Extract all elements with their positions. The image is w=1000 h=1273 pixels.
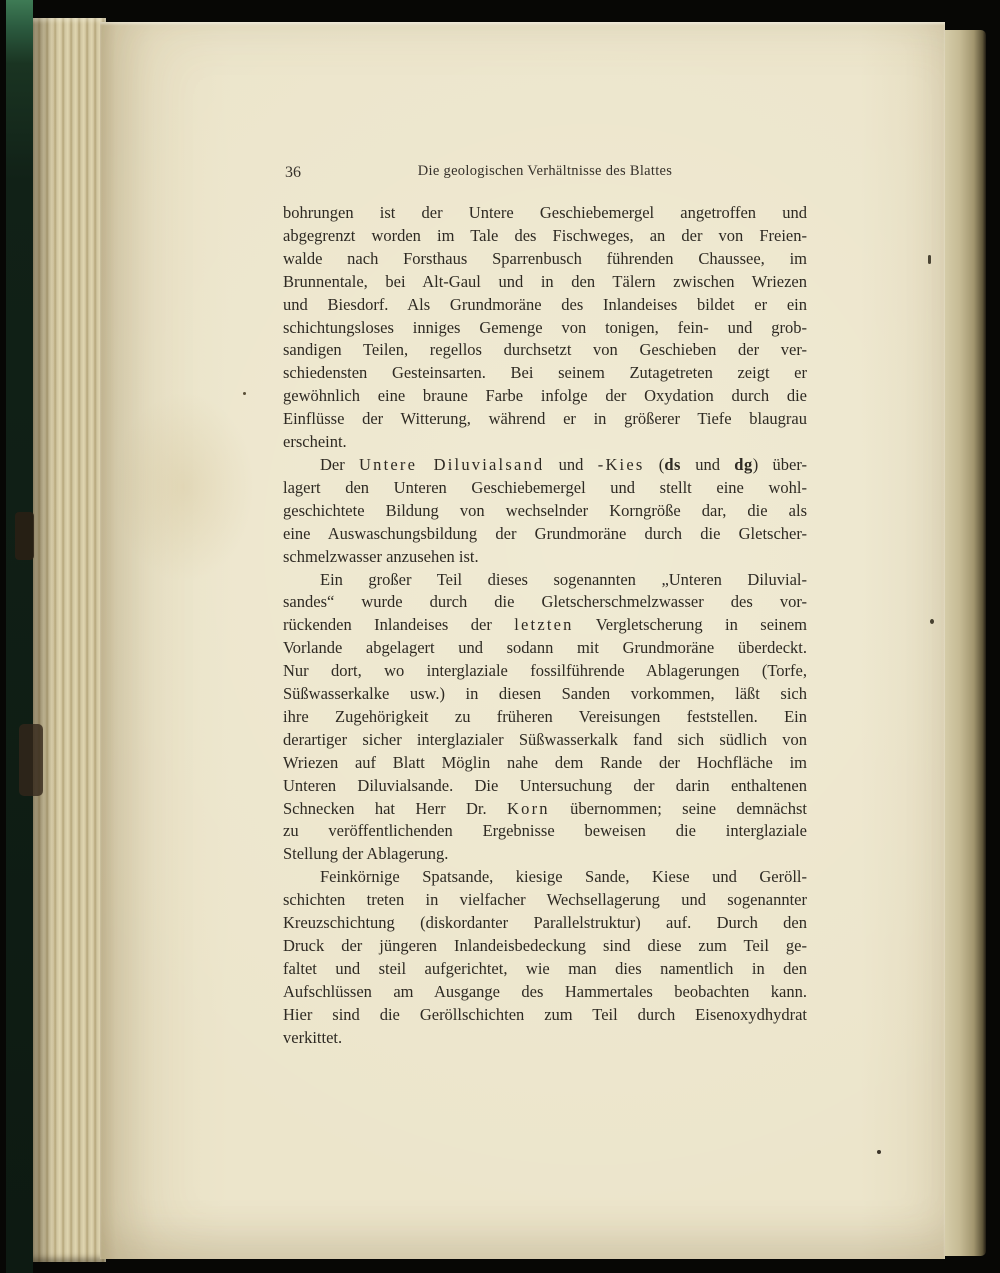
text-block [283,202,807,1050]
page-header [283,163,807,185]
page-stack-edges [28,18,106,1262]
text-line: bohrungen ist der Untere Geschiebemergel angetroffen und [283,203,807,222]
book-cover-edge [6,0,33,1273]
text-line: gewöhnlich eine braune Farbe infolge der Oxydation durch die [283,386,807,406]
text-line: Vorlande abgelagert und sodann mit Grundmoräne überdeckt. [283,638,807,658]
running-header: Die geologischen Verhältnisse des Blattes [417,163,673,179]
text-line: sandigen Teilen, regellos durchsetzt von Geschieben der ver- [283,340,807,360]
text-line: schichten treten in vielfacher Wechsellagerung und sogenannter [283,890,807,910]
paragraph [283,202,807,454]
text-line: Süßwasserkalke usw.) in diesen Sanden vorkommen, läßt sich [283,684,807,704]
text-line: und Biesdorf. Als Grundmoräne des Inlandeises bildet er ein [283,294,807,314]
text-line: Druck der jüngeren Inlandeisbedeckung sind diese zum Teil ge- [283,936,807,955]
paragraph [283,569,807,867]
text-line: abgegrenzt worden im Tale des Fischweges, an der von Freien- [283,225,807,245]
text-line: Schnecken hat Herr Dr. Korn übernommen; seine demnächst [283,798,808,818]
book-page [100,22,945,1259]
text-line: Feinkörnige Spatsande, kiesige Sande, Kiese und Geröll- [320,867,807,887]
text-line: Nur dort, wo interglaziale fossilführende Ablagerungen (Torfe, [283,661,807,681]
text-line: Einflüsse der Witterung, während er in größerer Tiefe blaugrau [283,409,807,429]
text-line: ihre Zugehörigkeit zu früheren Vereisungen feststellen. Ein [283,706,807,726]
text-line: walde nach Forsthaus Sparrenbusch führenden Chaussee, im [283,248,807,268]
text-line: Hier sind die Geröllschichten zum Teil durch Eisenoxydhydrat [283,1004,807,1024]
text-line: Ein großer Teil dieses sogenannten „Unteren Diluvial- [320,569,807,589]
text-line: Kreuzschichtung (diskordanter Parallelstruktur) auf. Durch den [283,913,807,933]
text-line: Unteren Diluvialsande. Die Untersuchung der darin enthaltenen [283,775,807,795]
page-number: 36 [285,164,301,181]
ink-speck [928,255,931,264]
paper-stain [114,392,254,582]
text-line: faltet und steil aufgerichtet, wie man dies namentlich in den [283,958,807,978]
text-line: geschichtete Bildung von wechselnder Korngröße dar, die als [283,500,807,520]
ink-speck [877,1150,881,1154]
ink-speck [243,392,246,395]
binding-stain [19,724,43,796]
text-line: schichtungsloses inniges Gemenge von tonigen, fein- und grob- [283,317,807,337]
paragraph [283,866,807,1049]
text-line: zu veröffentlichenden Ergebnisse beweisen die interglaziale [283,821,807,841]
text-line: Stellung der Ablagerung. [283,844,449,864]
binding-stain [15,512,34,560]
text-line: eine Auswaschungsbildung der Grundmoräne durch die Gletscher- [283,523,807,543]
text-line: schmelzwasser anzusehen ist. [283,546,479,566]
text-line: lagert den Unteren Geschiebemergel und stellt eine wohl- [283,477,807,497]
ink-speck [930,619,934,624]
underlying-page-edge [942,30,986,1256]
text-line: Aufschlüssen am Ausgange des Hammertales beobachten kann. [283,981,807,1001]
text-line: Brunnentale, bei Alt-Gaul und in den Tälern zwischen Wriezen [283,271,807,291]
text-line: schiedensten Gesteinsarten. Bei seinem Zutagetreten zeigt er [283,363,807,383]
text-line: erscheint. [283,432,347,452]
text-line: verkittet. [283,1027,343,1047]
text-line: Wriezen auf Blatt Möglin nahe dem Rande der Hochfläche im [283,752,807,772]
paragraph [283,454,807,569]
text-line: Der Untere Diluvialsand und -Kies (ds und dg) über- [320,454,808,474]
text-line: sandes“ wurde durch die Gletscherschmelzwasser des vor- [283,592,807,612]
text-line: derartiger sicher interglazialer Süßwasserkalk fand sich südlich von [283,729,807,749]
text-line: rückenden Inlandeises der letzten Vergletscherung in seinem [283,615,808,635]
